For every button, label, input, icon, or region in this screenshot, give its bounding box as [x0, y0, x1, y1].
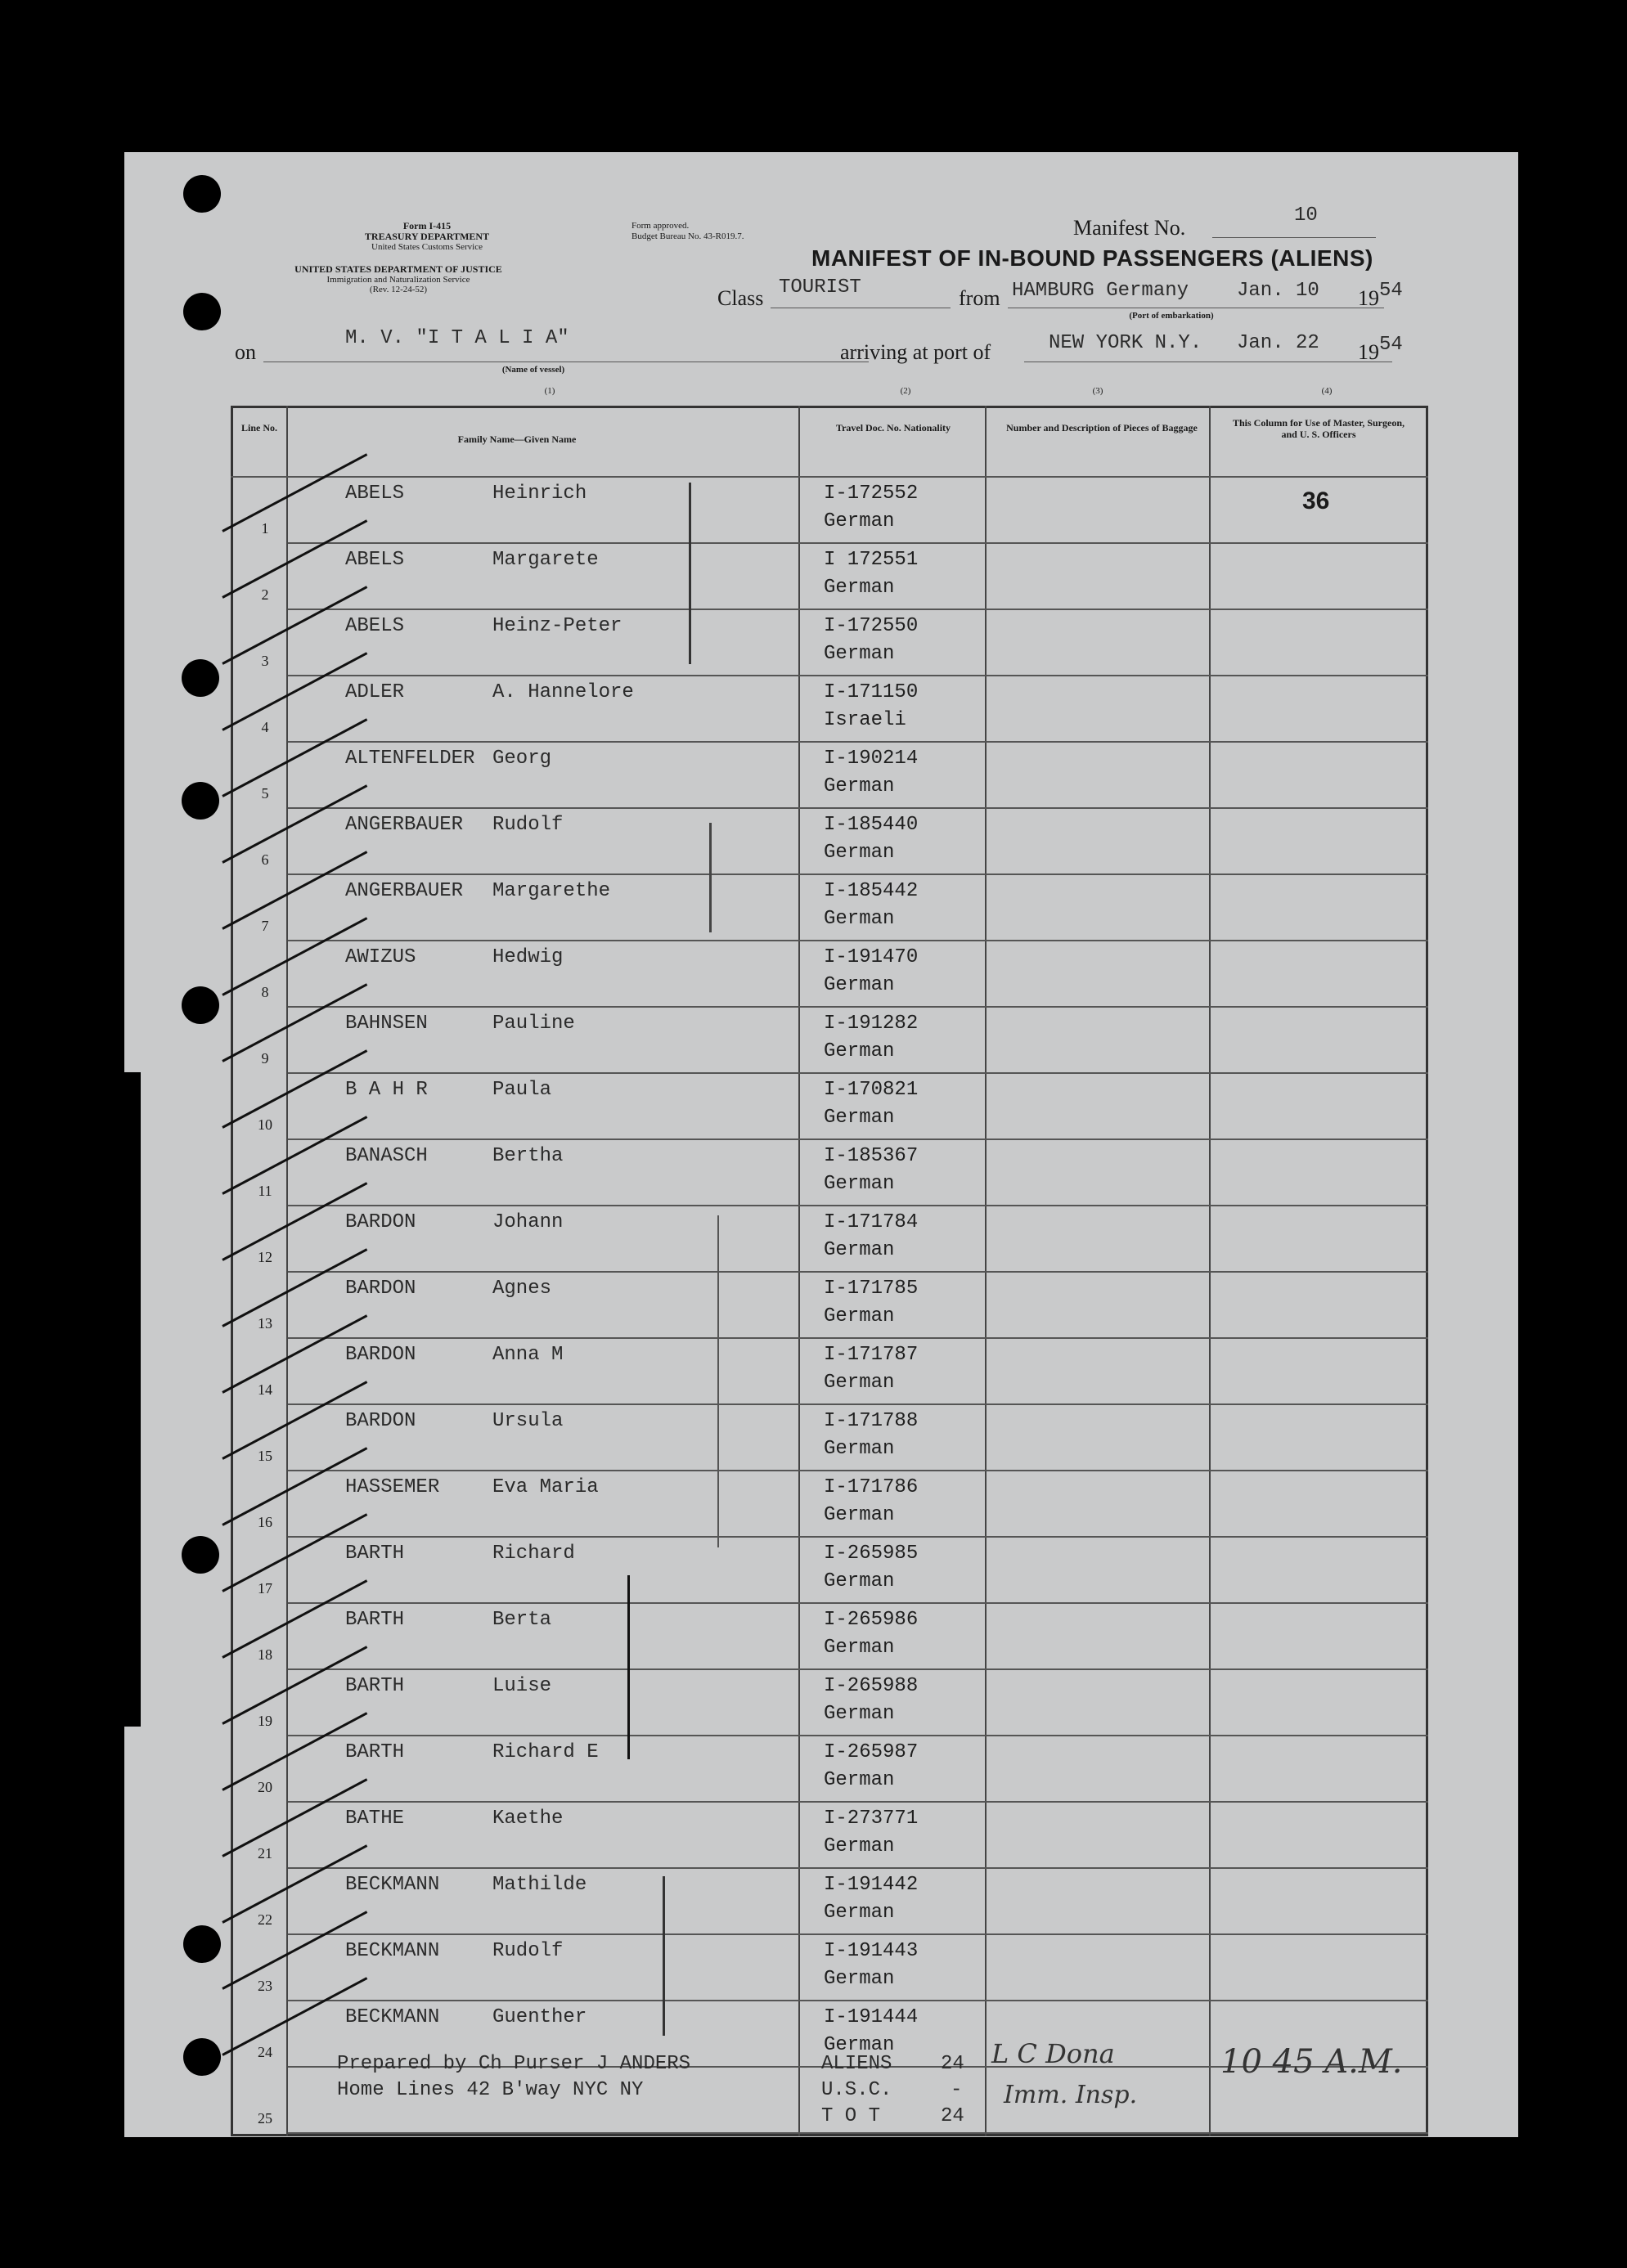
travel-doc-no: I-265987 [824, 1741, 919, 1763]
nationality: German [824, 775, 895, 797]
nationality: German [824, 1372, 895, 1394]
family-name: BARDON [345, 1211, 416, 1233]
year1-value: 54 [1379, 280, 1403, 302]
nationality: German [824, 1570, 895, 1592]
table-row [231, 1008, 1428, 1074]
travel-doc-no: I-185442 [824, 880, 919, 902]
from-date: Jan. 10 [1237, 280, 1319, 302]
col-header-officer: This Column for Use of Master, Surgeon, and U. S. Officers [1232, 417, 1405, 440]
table-row [231, 1074, 1428, 1140]
line-number: 12 [258, 1249, 272, 1265]
travel-doc-no: I-171787 [824, 1344, 919, 1366]
nationality: German [824, 2034, 895, 2056]
family-name: BARTH [345, 1741, 405, 1763]
travel-doc-no: I-171786 [824, 1476, 919, 1498]
nationality: Israeli [824, 709, 906, 731]
port-embark-caption: (Port of embarkation) [1129, 311, 1214, 321]
line-number: 4 [261, 719, 269, 735]
travel-doc-no: I-265985 [824, 1543, 919, 1565]
family-name: B A H R [345, 1079, 428, 1101]
family-name: BARDON [345, 1344, 416, 1366]
line-number: 5 [261, 785, 269, 802]
given-name: Mathilde [492, 1874, 587, 1896]
given-name: Heinrich [492, 483, 587, 505]
table-row [231, 875, 1428, 941]
table-row [231, 1935, 1428, 2001]
family-name: BANASCH [345, 1145, 428, 1167]
travel-doc-no: I-171785 [824, 1278, 919, 1300]
line-number: 19 [258, 1713, 272, 1729]
travel-doc-no: I-190214 [824, 748, 919, 770]
family-name: ANGERBAUER [345, 880, 464, 902]
family-name: BARDON [345, 1278, 416, 1300]
col-header-line: Line No. [240, 422, 277, 433]
travel-doc-no: I-191444 [824, 2006, 919, 2028]
nationality: German [824, 1107, 895, 1129]
family-bracket [717, 1215, 719, 1547]
given-name: Paula [492, 1079, 552, 1101]
class-label: Class [717, 286, 764, 310]
punch-hole [183, 175, 221, 213]
officer-count: 36 [1302, 487, 1330, 514]
line-number: 23 [258, 1978, 272, 1994]
nationality: German [824, 1239, 895, 1261]
punch-hole [183, 1925, 221, 1963]
nationality: German [824, 974, 895, 996]
family-name: BECKMANN [345, 2006, 440, 2028]
family-name: HASSEMER [345, 1476, 440, 1498]
table-row [231, 610, 1428, 676]
nationality: German [824, 1902, 895, 1924]
col-num-2: (2) [900, 386, 911, 396]
given-name: Berta [492, 1609, 552, 1631]
col-header-name: Family Name—Given Name [457, 433, 577, 445]
punch-hole [182, 1536, 219, 1574]
line-number: 24 [258, 2044, 272, 2060]
punch-hole [182, 986, 219, 1024]
line-number: 13 [258, 1315, 272, 1332]
family-name: ALTENFELDER [345, 748, 475, 770]
col-header-doc: Travel Doc. No. Nationality [835, 422, 951, 433]
line-number: 2 [261, 586, 269, 603]
line-number: 14 [258, 1381, 272, 1398]
table-row [231, 1604, 1428, 1670]
punch-hole [183, 2038, 221, 2076]
nationality: German [824, 842, 895, 864]
line-number: 16 [258, 1514, 272, 1530]
year1-prefix: 19 [1358, 286, 1379, 310]
travel-doc-no: I-191470 [824, 946, 919, 968]
table-row [231, 1339, 1428, 1405]
travel-doc-no: I-191282 [824, 1013, 919, 1035]
given-name: Rudolf [492, 814, 564, 836]
nationality: German [824, 1438, 895, 1460]
vessel-caption: (Name of vessel) [501, 365, 565, 375]
usc-count: - [951, 2079, 963, 2101]
year2-value: 54 [1379, 334, 1403, 356]
table-row [231, 1538, 1428, 1604]
punch-hole [183, 293, 221, 330]
travel-doc-no: I-185440 [824, 814, 919, 836]
table-row [231, 1736, 1428, 1803]
line-number: 18 [258, 1646, 272, 1663]
travel-doc-no: I-171150 [824, 681, 919, 703]
table-row [231, 743, 1428, 809]
family-name: BARDON [345, 1410, 416, 1432]
line-number: 15 [258, 1448, 272, 1464]
nationality: German [824, 1835, 895, 1857]
form-approved: Form approved. [631, 221, 690, 231]
travel-doc-no: I 172551 [824, 549, 919, 571]
justice-dept: UNITED STATES DEPARTMENT OF JUSTICE [294, 263, 502, 275]
given-name: Eva Maria [492, 1476, 599, 1498]
line-number: 22 [258, 1911, 272, 1928]
given-name: Ursula [492, 1410, 564, 1432]
from-port: HAMBURG Germany [1012, 280, 1189, 302]
family-name: ABELS [345, 483, 405, 505]
table-row [231, 1869, 1428, 1935]
manifest-title: MANIFEST OF IN-BOUND PASSENGERS (ALIENS) [811, 245, 1373, 271]
given-name: Luise [492, 1675, 552, 1697]
aliens-count: 24 [941, 2053, 964, 2075]
torn-edge [124, 1072, 141, 1727]
line-number: 21 [258, 1845, 272, 1862]
family-name: AWIZUS [345, 946, 416, 968]
table-row [231, 1405, 1428, 1471]
line-number: 9 [261, 1050, 269, 1067]
from-label: from [959, 286, 1000, 310]
signature-inspector: L C Dona [991, 2038, 1115, 2069]
line-number: 17 [258, 1580, 272, 1597]
table-row [231, 809, 1428, 875]
given-name: Kaethe [492, 1808, 564, 1830]
punch-hole [182, 782, 219, 820]
line-number: 11 [258, 1183, 272, 1199]
table-row [231, 1471, 1428, 1538]
punch-hole [182, 659, 219, 697]
passenger-table [231, 406, 1428, 2136]
travel-doc-no: I-191443 [824, 1940, 919, 1962]
nationality: German [824, 1703, 895, 1725]
nationality: German [824, 1305, 895, 1327]
travel-doc-no: I-172552 [824, 483, 919, 505]
nationality: German [824, 1040, 895, 1062]
ins-service: Immigration and Naturalization Service [326, 275, 470, 285]
tot-label: T O T [821, 2105, 881, 2127]
family-bracket [663, 1876, 665, 2036]
table-row [231, 544, 1428, 610]
table-row [231, 676, 1428, 743]
prepared-address: Home Lines 42 B'way NYC NY [337, 2079, 644, 2101]
family-name: BECKMANN [345, 1940, 440, 1962]
nationality: German [824, 908, 895, 930]
line-number: 1 [261, 520, 269, 537]
family-name: BARTH [345, 1675, 405, 1697]
family-bracket [689, 483, 691, 664]
line-number: 3 [261, 653, 269, 669]
customs-service: United States Customs Service [371, 242, 483, 252]
given-name: Johann [492, 1211, 564, 1233]
travel-doc-no: I-265988 [824, 1675, 919, 1697]
arrival-date: Jan. 22 [1237, 332, 1319, 354]
manifest-no-value: 10 [1294, 204, 1318, 227]
line-number: 10 [258, 1116, 272, 1133]
signature-title: Imm. Insp. [1004, 2081, 1138, 2109]
nationality: German [824, 510, 895, 532]
revision: (Rev. 12-24-52) [369, 285, 428, 294]
nationality: German [824, 643, 895, 665]
on-label: on [235, 340, 256, 364]
travel-doc-no: I-265986 [824, 1609, 919, 1631]
table-row [231, 1273, 1428, 1339]
given-name: Bertha [492, 1145, 564, 1167]
col-header-baggage: Number and Description of Pieces of Baggage [1006, 422, 1198, 433]
given-name: Agnes [492, 1278, 552, 1300]
family-name: BATHE [345, 1808, 405, 1830]
given-name: Hedwig [492, 946, 564, 968]
travel-doc-no: I-172550 [824, 615, 919, 637]
nationality: German [824, 577, 895, 599]
family-bracket [709, 823, 712, 932]
given-name: Anna M [492, 1344, 564, 1366]
family-name: ADLER [345, 681, 405, 703]
travel-doc-no: I-170821 [824, 1079, 919, 1101]
aliens-label: ALIENS [821, 2053, 892, 2075]
arrival-port: NEW YORK N.Y. [1049, 332, 1202, 354]
family-bracket [627, 1575, 630, 1759]
line-number: 7 [261, 918, 269, 934]
nationality: German [824, 1769, 895, 1791]
line-number: 20 [258, 1779, 272, 1795]
given-name: Richard E [492, 1741, 599, 1763]
nationality: German [824, 1637, 895, 1659]
travel-doc-no: I-191442 [824, 1874, 919, 1896]
arriving-label: arriving at port of [840, 340, 991, 364]
table-row [231, 1140, 1428, 1206]
given-name: Heinz-Peter [492, 615, 622, 637]
table-row [231, 1206, 1428, 1273]
given-name: Rudolf [492, 1940, 564, 1962]
form-number: Form I-415 [402, 220, 452, 231]
given-name: Richard [492, 1543, 575, 1565]
given-name: Margarethe [492, 880, 611, 902]
col-num-3: (3) [1092, 386, 1103, 396]
usc-label: U.S.C. [821, 2079, 892, 2101]
vessel-name: M. V. "I T A L I A" [345, 327, 569, 349]
family-name: BECKMANN [345, 1874, 440, 1896]
treasury-dept: TREASURY DEPARTMENT [364, 231, 490, 242]
given-name: Pauline [492, 1013, 575, 1035]
prepared-by: Prepared by Ch Purser J ANDERS [337, 2053, 691, 2075]
given-name: Georg [492, 748, 552, 770]
travel-doc-no: I-171784 [824, 1211, 919, 1233]
family-name: BARTH [345, 1543, 405, 1565]
line-number: 8 [261, 984, 269, 1000]
year2-prefix: 19 [1358, 340, 1379, 364]
given-name: Guenther [492, 2006, 587, 2028]
nationality: German [824, 1173, 895, 1195]
family-name: ABELS [345, 549, 405, 571]
travel-doc-no: I-273771 [824, 1808, 919, 1830]
col-num-1: (1) [544, 386, 555, 396]
given-name: Margarete [492, 549, 599, 571]
manifest-no-label: Manifest No. [1073, 216, 1186, 240]
family-name: BARTH [345, 1609, 405, 1631]
table-row [231, 1670, 1428, 1736]
line-number: 25 [258, 2110, 272, 2127]
table-row [231, 1803, 1428, 1869]
table-row [231, 941, 1428, 1008]
family-name: BAHNSEN [345, 1013, 428, 1035]
nationality: German [824, 1504, 895, 1526]
budget-bureau: Budget Bureau No. 43-R019.7. [631, 231, 744, 241]
family-name: ABELS [345, 615, 405, 637]
table-row [231, 478, 1428, 544]
family-name: ANGERBAUER [345, 814, 464, 836]
col-num-4: (4) [1321, 386, 1333, 396]
arrival-time: 10 45 A.M. [1220, 2043, 1403, 2081]
given-name: A. Hannelore [492, 681, 634, 703]
manifest-no-line [1212, 237, 1376, 238]
travel-doc-no: I-185367 [824, 1145, 919, 1167]
travel-doc-no: I-171788 [824, 1410, 919, 1432]
nationality: German [824, 1968, 895, 1990]
line-number: 6 [261, 851, 269, 868]
class-value: TOURIST [779, 276, 861, 299]
row-rule [288, 2132, 1428, 2134]
tot-count: 24 [941, 2105, 964, 2127]
